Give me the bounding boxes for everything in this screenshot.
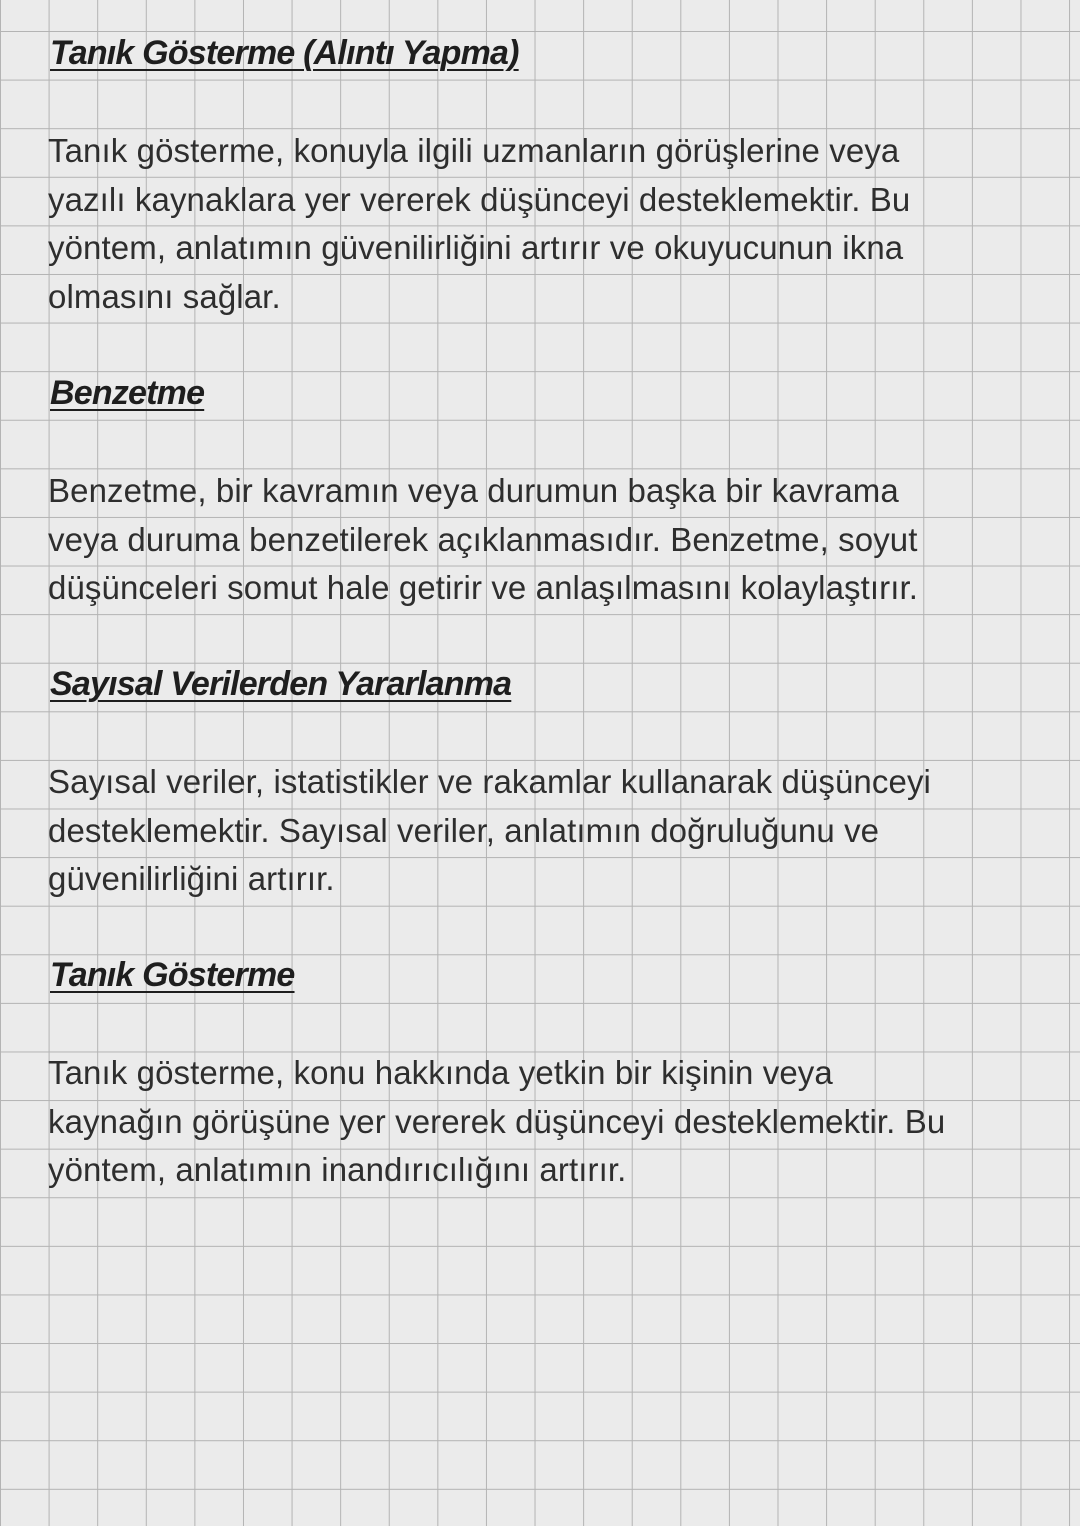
section-paragraph-tanik-gosterme-alinti <box>48 127 1048 321</box>
section-heading-sayisal-veriler: Sayısal Verilerden Yararlanma <box>50 665 512 703</box>
paragraph-line: olmasını sağlar. <box>48 277 281 315</box>
section-paragraph-sayisal-veriler <box>48 758 1048 904</box>
paragraph-line: Tanık gösterme, konuyla ilgili uzmanların görüşlerine veya <box>48 132 900 169</box>
paragraph-line: veya duruma benzetilerek açıklanmasıdır. Benzetme, soyut <box>48 520 918 558</box>
paragraph-line: yöntem, anlatımın inandırıcılığını artırır. <box>48 1151 627 1189</box>
paragraph-line: yöntem, anlatımın güvenilirliğini artırır ve okuyucunun ikna <box>48 229 904 267</box>
paragraph-line: Sayısal veriler, istatistikler ve rakamlar kullanarak düşünceyi <box>48 763 931 800</box>
paragraph-line: Benzetme, bir kavramın veya durumun başka bir kavrama <box>48 472 899 509</box>
section-heading-benzetme: Benzetme <box>50 374 205 412</box>
section-heading-tanik-gosterme-alinti: Tanık Gösterme (Alıntı Yapma) <box>50 34 519 72</box>
section-paragraph-tanik-gosterme <box>48 1049 1048 1195</box>
paragraph-line: desteklemektir. Sayısal veriler, anlatımın doğruluğunu ve <box>48 811 880 849</box>
paragraph-line: kaynağın görüşüne yer vererek düşünceyi desteklemektir. Bu <box>48 1102 946 1140</box>
section-heading-tanik-gosterme: Tanık Gösterme <box>50 956 295 994</box>
paragraph-line: Tanık gösterme, konu hakkında yetkin bir kişinin veya <box>48 1054 833 1091</box>
paragraph-line: güvenilirliğini artırır. <box>48 860 335 898</box>
section-paragraph-benzetme <box>48 467 1048 613</box>
paragraph-line: düşünceleri somut hale getirir ve anlaşılmasını kolaylaştırır. <box>48 569 919 607</box>
paragraph-line: yazılı kaynaklara yer vererek düşünceyi desteklemektir. Bu <box>48 180 911 218</box>
